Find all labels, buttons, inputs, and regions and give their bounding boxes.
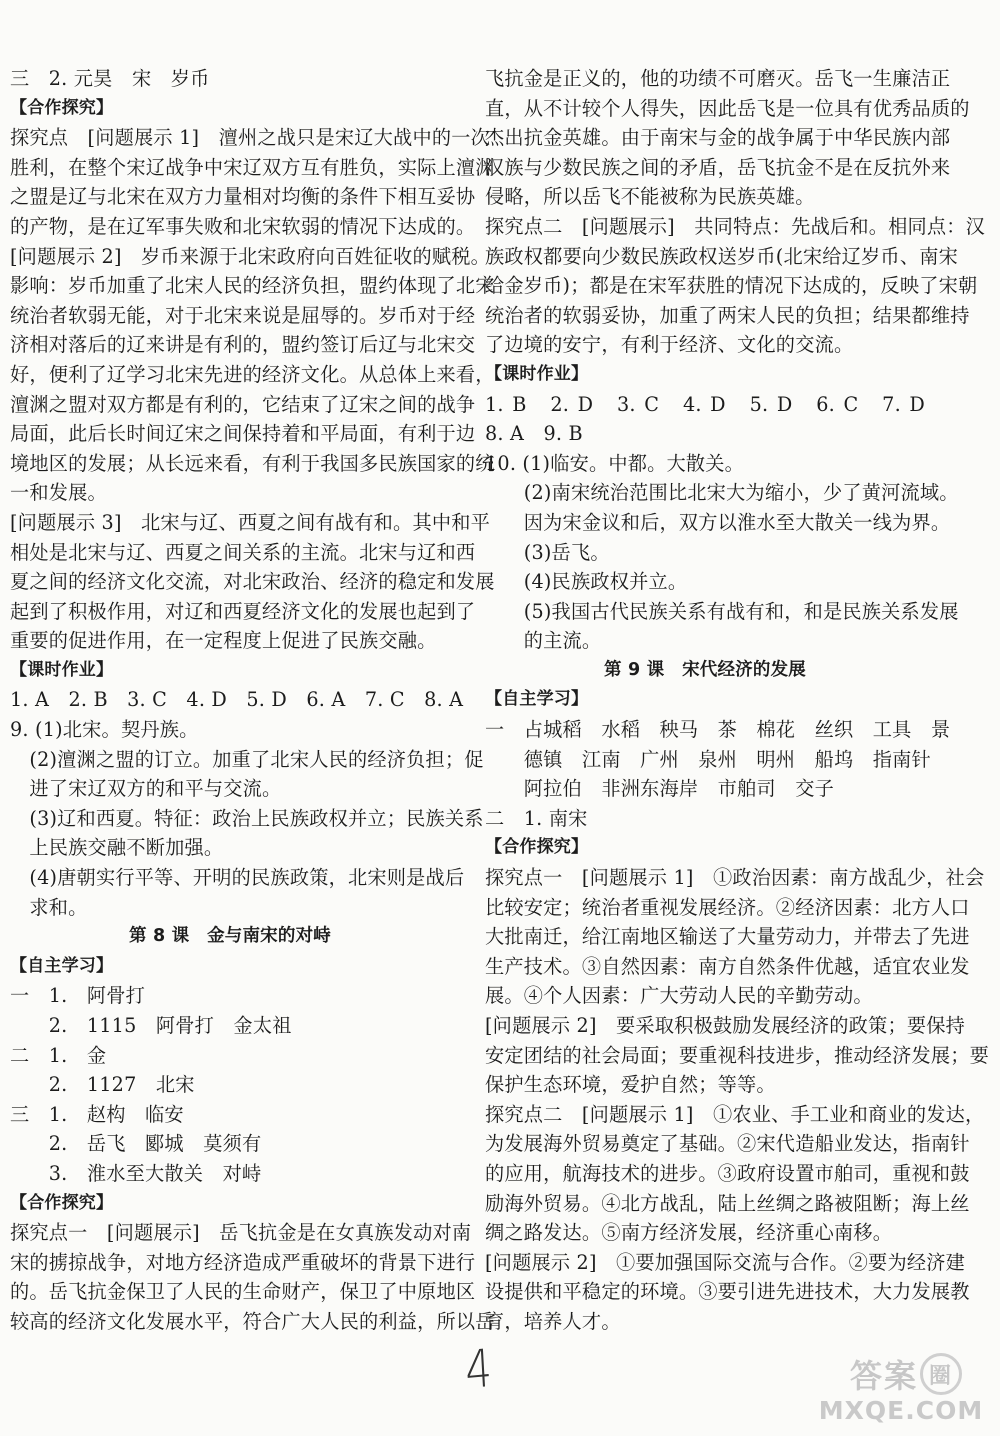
text-line: 较高的经济文化发展水平，符合广大人民的利益，所以岳: [10, 1309, 495, 1333]
text-line: 因为宋金议和后，双方以淮水至大散关一线为界。: [485, 510, 951, 534]
text-line: 三 1. 赵构 临安: [10, 1102, 184, 1126]
text-line: 一 占城稻 水稻 秧马 茶 棉花 丝织 工具 景: [485, 718, 951, 742]
text-line: 局面，此后长时间辽宋之间保持着和平局面，有利于边: [10, 422, 476, 446]
text-line: 杰出抗金英雄。由于南宋与金的战争属于中华民族内部: [485, 126, 951, 150]
text-line: 境地区的发展；从长远来看，有利于我国多民族国家的统: [10, 451, 495, 475]
text-line: [问题展示 2] ①要加强国际交流与合作。②要为经济建: [485, 1250, 965, 1274]
watermark-logo: [822, 1354, 990, 1394]
text-line: 重要的促进作用，在一定程度上促进了民族交融。: [10, 629, 437, 653]
text-line: (2)南宋统治范围比北宋大为缩小，少了黄河流域。: [485, 481, 959, 505]
text-line: 直，从不计较个人得失，因此岳飞是一位具有优秀品质的: [485, 96, 970, 120]
watermark-logo-text: 答案: [849, 1357, 918, 1395]
text-line: 1. A 2. B 3. C 4. D 5. D 6. A 7. C 8. A: [10, 688, 464, 712]
text-line: 一和发展。: [10, 481, 107, 505]
text-line: 2. 1115 阿骨打 金太祖: [10, 1014, 292, 1037]
text-line: 9. (1)北宋。契丹族。: [10, 718, 199, 742]
text-line: 比较安定；统治者重视发展经济。②经济因素：北方人口: [485, 895, 970, 919]
section-heading: 【自主学习】: [10, 955, 114, 976]
text-line: 为发展海外贸易奠定了基础。②宋代造船业发达，指南针: [485, 1132, 970, 1156]
watermark-badge: 圈: [920, 1353, 962, 1395]
right-column: [485, 64, 990, 1337]
text-line: 3. 淮水至大散关 对峙: [10, 1161, 262, 1185]
lesson-title: 第 9 课 宋代经济的发展: [604, 659, 806, 680]
watermark-url: MXQE.COM: [818, 1396, 984, 1425]
text-line: 之盟是辽与北宋在双方力量相对均衡的条件下相互妥协: [10, 185, 476, 209]
section-heading: 【合作探究】: [10, 97, 114, 118]
text-line: 的产物，是在辽军事失败和北宋软弱的情况下达成的。: [10, 214, 476, 238]
text-line: [问题展示 3] 北宋与辽、西夏之间有战有和。其中和平: [10, 510, 490, 534]
text-line: (3)岳飞。: [485, 540, 610, 564]
text-line: 阿拉伯 非洲东海岸 市舶司 交子: [485, 777, 834, 801]
text-line: 二 1. 金: [10, 1043, 107, 1067]
text-line: 2. 岳飞 郾城 莫须有: [10, 1132, 262, 1156]
text-line: 的。岳飞抗金保卫了人民的生命财产，保卫了中原地区: [10, 1280, 476, 1304]
text-line: 展。④个人因素：广大劳动人民的辛勤劳动。: [485, 984, 873, 1008]
section-heading: 【自主学习】: [485, 689, 589, 710]
text-line: 2. 1127 北宋: [10, 1073, 195, 1097]
text-line: 济相对落后的辽来讲是有利的，盟约签订后辽与北宋交: [10, 333, 476, 357]
text-line: (4)民族政权并立。: [485, 570, 688, 594]
text-line: 育，培养人才。: [485, 1309, 621, 1333]
section-heading: 【合作探究】: [10, 1192, 114, 1213]
section-heading: 【课时作业】: [10, 659, 114, 680]
text-line: 了边境的安宁，有利于经济、文化的交流。: [485, 333, 854, 357]
text-line: 探究点一 [问题展示 1] ①政治因素：南方战乱少，社会: [485, 866, 985, 890]
text-line: (5)我国古代民族关系有战有和，和是民族关系发展: [485, 599, 959, 623]
text-line: 统治者的软弱妥协，加重了两宋人民的负担；结果都维持: [485, 303, 970, 327]
text-line: (3)辽和西夏。特征：政治上民族政权并立；民族关系: [10, 806, 484, 830]
text-line: 汉族与少数民族之间的矛盾，岳飞抗金不是在反抗外来: [485, 155, 951, 179]
text-line: 飞抗金是正义的，他的功绩不可磨灭。岳飞一生廉洁正: [485, 67, 951, 90]
text-line: 相处是北宋与辽、西夏之间关系的主流。北宋与辽和西: [10, 540, 476, 564]
text-line: 夏之间的经济文化交流，对北宋政治、经济的稳定和发展: [10, 570, 495, 594]
text-line: 10. (1)临安。中都。大散关。: [485, 451, 745, 475]
text-line: 探究点 [问题展示 1] 澶州之战只是宋辽大战中的一次: [10, 126, 490, 150]
text-line: 影响：岁币加重了北宋人民的经济负担，盟约体现了北宋: [10, 274, 495, 298]
text-line: 求和。: [10, 895, 88, 919]
text-line: 进了宋辽双方的和平与交流。: [10, 777, 282, 801]
text-line: 三 2. 元昊 宋 岁币: [10, 67, 210, 90]
text-line: 生产技术。③自然因素：南方自然条件优越，适宜农业发: [485, 954, 970, 978]
text-line: (2)澶渊之盟的订立。加重了北宋人民的经济负担；促: [10, 747, 484, 771]
text-line: 绸之路发达。⑤南方经济发展，经济重心南移。: [485, 1221, 893, 1245]
text-line: 一 1. 阿骨打: [10, 984, 146, 1008]
text-line: 德镇 江南 广州 泉州 明州 船坞 指南针: [485, 747, 931, 771]
text-line: 1. B 2. D 3. C 4. D 5. D 6. C 7. D: [485, 392, 925, 416]
lesson-title: 第 8 课 金与南宋的对峙: [129, 926, 331, 947]
text-line: 给金岁币)；都是在宋军获胜的情况下达成的，反映了宋朝: [485, 274, 978, 298]
text-line: 二 1. 南宋: [485, 806, 588, 830]
text-line: 上民族交融不断加强。: [10, 836, 224, 860]
text-line: 探究点二 [问题展示] 共同特点：先战后和。相同点：汉: [485, 214, 986, 238]
left-column: [10, 64, 495, 1337]
text-line: 族政权都要向少数民族政权送岁币(北宋给辽岁币、南宋: [485, 244, 958, 268]
text-line: 设提供和平稳定的环境。③要引进先进技术，大力发展教: [485, 1280, 970, 1304]
page-number: 4: [463, 1338, 494, 1402]
text-line: 统治者软弱无能，对于北宋来说是屈辱的。岁币对于经: [10, 303, 476, 327]
text-line: 大批南迁，给江南地区输送了大量劳动力，并带去了先进: [485, 925, 970, 949]
section-heading: 【课时作业】: [485, 363, 589, 384]
text-line: 8. A 9. B: [485, 422, 583, 446]
text-line: 胜利，在整个宋辽战争中宋辽双方互有胜负，实际上澶渊: [10, 155, 495, 179]
text-line: 探究点一 [问题展示] 岳飞抗金是在女真族发动对南: [10, 1221, 472, 1245]
text-line: 励海外贸易。④北方战乱，陆上丝绸之路被阻断；海上丝: [485, 1191, 970, 1215]
text-line: 安定团结的社会局面；要重视科技进步，推动经济发展；要: [485, 1043, 990, 1067]
text-line: 宋的掳掠战争，对地方经济造成严重破坏的背景下进行: [10, 1250, 476, 1274]
text-line: 的应用，航海技术的进步。③政府设置市舶司，重视和鼓: [485, 1161, 970, 1185]
text-line: 好，便利了辽学习北宋先进的经济文化。从总体上来看，: [10, 362, 495, 386]
text-line: 起到了积极作用，对辽和西夏经济文化的发展也起到了: [10, 599, 476, 623]
text-line: 的主流。: [485, 629, 602, 653]
text-line: 探究点二 [问题展示 1] ①农业、手工业和商业的发达，: [485, 1102, 985, 1126]
text-line: (4)唐朝实行平等、开明的民族政策，北宋则是战后: [10, 866, 465, 890]
text-line: [问题展示 2] 要采取积极鼓励发展经济的政策；要保持: [485, 1014, 965, 1037]
text-line: [问题展示 2] 岁币来源于北宋政府向百姓征收的赋税。: [10, 244, 490, 268]
text-line: 保护生态环境，爱护自然；等等。: [485, 1073, 776, 1097]
text-line: 侵略，所以岳飞不能被称为民族英雄。: [485, 185, 815, 209]
section-heading: 【合作探究】: [485, 837, 589, 858]
text-line: 澶渊之盟对双方都是有利的，它结束了辽宋之间的战争: [10, 392, 476, 416]
